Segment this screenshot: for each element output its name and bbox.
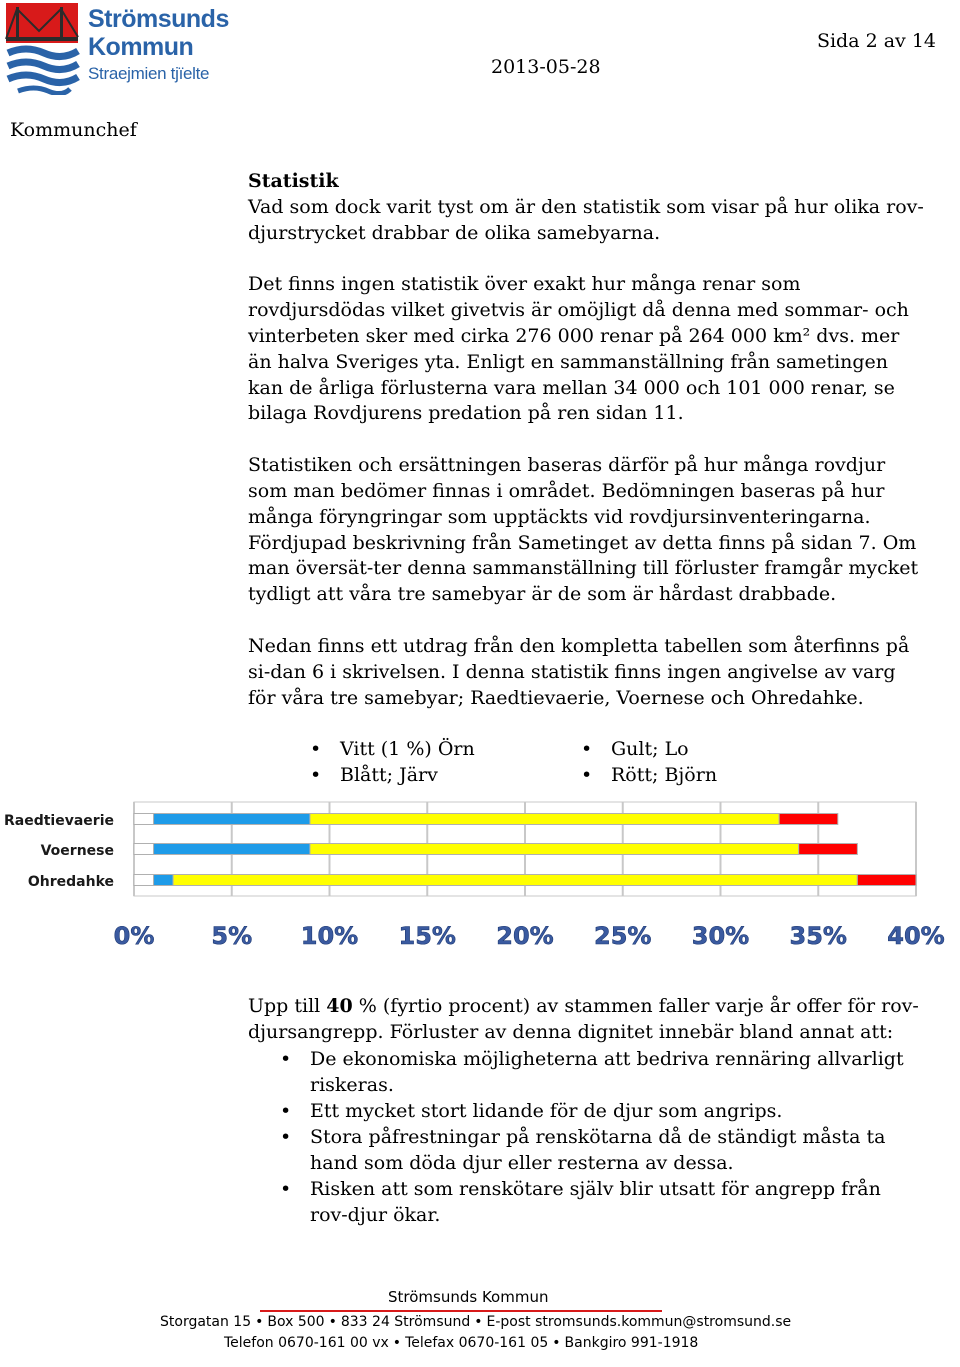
logo-bridge-icon (4, 3, 82, 95)
x-tick-label: 0% (113, 922, 155, 950)
after-chart-text (248, 994, 928, 1046)
bar-segment (134, 814, 154, 825)
x-tick-label: 35% (789, 922, 847, 950)
logo-name-line3: Straejmien tjïelte (88, 64, 210, 83)
logo-name-line1: Strömsunds (88, 5, 229, 33)
bar-segment (857, 875, 916, 886)
predation-bar-chart (0, 798, 960, 958)
bar-segment (799, 844, 858, 855)
logo-name-line2: Kommun (88, 33, 194, 61)
list-item: • De ekonomiska möjligheterna att bedriva rennäring allvarligt riskeras. (280, 1046, 920, 1098)
bar-segment (134, 875, 154, 886)
footer-email-link[interactable]: E-post stromsunds.kommun@stromsund.se (486, 1314, 792, 1330)
list-item: • Risken att som renskötare själv blir utsatt för angrepp från rov-djur ökar. (280, 1176, 920, 1228)
x-tick-label: 10% (300, 922, 359, 950)
x-tick-label: 5% (211, 922, 253, 950)
legend-item: • Blått; Järv (310, 762, 475, 788)
footer-contact: Telefon 0670-161 00 vx • Telefax 0670-161 05 • Bankgiro 991-1918 (224, 1335, 699, 1351)
bar-segment (310, 844, 799, 855)
legend-item: • Vitt (1 %) Örn (310, 736, 475, 762)
bar-segment (154, 875, 174, 886)
paragraph-3: Statistiken och ersättningen baseras därför på hur många rovdjur som man bedömer finnas i området. Bedömningen baseras på hur många föryngringar som upptäckts vid rovdjursinventeringarna. Fördjupad beskrivning från Sametinget av detta finns på sidan 7. Om man översät-ter denna sammanställning till förluster framgår mycket tydligt att våra tre samebyar är de som är hårdast drabbade. (248, 454, 919, 606)
category-label: Raedtievaerie (4, 813, 114, 829)
page-number: Sida 2 av 14 (816, 30, 936, 52)
x-tick-label: 15% (398, 922, 456, 950)
consequence-list (280, 1046, 920, 1228)
footer-organization: Strömsunds Kommun (388, 1288, 549, 1306)
paragraph-4: Nedan finns ett utdrag från den kompletta tabellen som återfinns på si-dan 6 i skrivelsen. I denna statistik finns ingen angivelse av varg för våra tre samebyar; Raedtievaerie, Voernese och Ohredahke. (248, 634, 910, 709)
footer-address: Storgatan 15 • Box 500 • 833 24 Strömsund • E-post stromsunds.kommun@stromsund.se (160, 1314, 792, 1330)
category-label: Voernese (40, 843, 114, 859)
x-tick-label: 25% (594, 922, 652, 950)
bar-segment (310, 814, 779, 825)
bar-segment (154, 844, 310, 855)
section-heading: Statistik (248, 170, 339, 192)
x-tick-label: 30% (691, 922, 750, 950)
list-item: • Stora påfrestningar på renskötarna då de ständigt måsta ta hand som döda djur eller resterna av dessa. (280, 1124, 920, 1176)
bar-segment (173, 875, 857, 886)
paragraph-1: Vad som dock varit tyst om är den statistik som visar på hur olika rov-djurstrycket drabbar de olika samebyarna. (248, 195, 924, 244)
paragraph-2: Det finns ingen statistik över exakt hur många renar som rovdjursdödas vilket givetvis är omöjligt då denna med sommar- och vinterbeten sker med cirka 276 000 renar på 264 000 km² dvs. mer än halva Sveriges yta. Enligt en sammanställning från sametingen kan de årliga förlusterna vara mellan 34 000 och 101 000 renar, se bilaga Rovdjurens predation på ren sidan 11. (248, 273, 909, 425)
document-date: 2013-05-28 (491, 56, 601, 78)
bar-segment (779, 814, 838, 825)
author-role: Kommunchef (10, 119, 137, 141)
loss-summary: Upp till 40 % (fyrtio procent) av stammen faller varje år offer för rov-djursangrepp. Förluster av denna dignitet innebär bland annat att: (248, 995, 919, 1043)
legend-item: • Gult; Lo (581, 736, 717, 762)
footer-divider (260, 1310, 662, 1312)
category-label: Ohredahke (27, 874, 114, 890)
loss-percent: 40 (326, 995, 353, 1017)
list-item: • Ett mycket stort lidande för de djur som angrips. (280, 1098, 920, 1124)
x-tick-label: 40% (887, 922, 945, 950)
logo (4, 3, 229, 95)
bar-segment (134, 844, 154, 855)
legend-item: • Rött; Björn (581, 762, 717, 788)
legend-column-1 (310, 736, 475, 788)
legend-column-2 (581, 736, 717, 788)
x-tick-label: 20% (496, 922, 554, 950)
bar-segment (154, 814, 310, 825)
main-content (248, 169, 928, 711)
